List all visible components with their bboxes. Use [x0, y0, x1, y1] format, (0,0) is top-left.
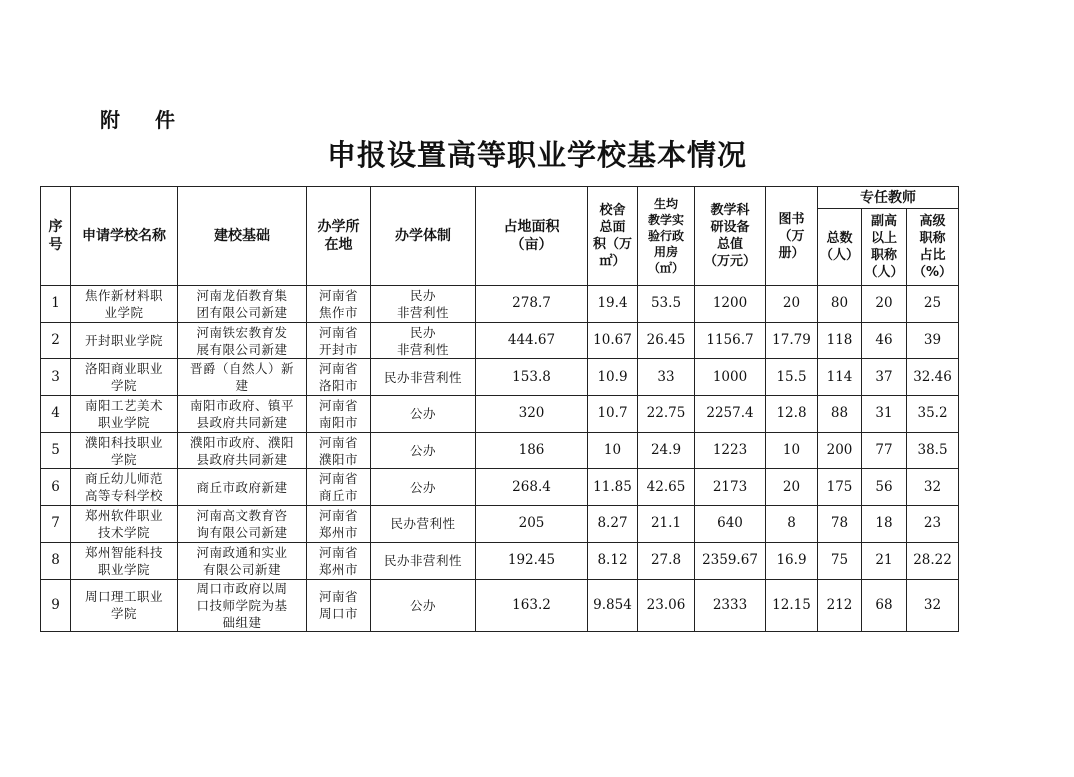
cell-location: 河南省 洛阳市 — [307, 359, 371, 396]
header-location: 办学所 在地 — [307, 187, 371, 286]
header-row-top — [41, 187, 959, 209]
header-land: 占地面积 （亩） — [476, 187, 588, 286]
cell-basis: 南阳市政府、镇平 县政府共同新建 — [178, 396, 307, 433]
cell-lab: 33 — [638, 359, 695, 396]
cell-land: 268.4 — [476, 469, 588, 506]
cell-teachers-senior: 20 — [862, 286, 907, 323]
cell-system: 民办非营利性 — [371, 542, 476, 579]
cell-basis: 河南政通和实业 有限公司新建 — [178, 542, 307, 579]
cell-school: 濮阳科技职业 学院 — [71, 432, 178, 469]
cell-building: 10.67 — [588, 322, 638, 359]
cell-books: 10 — [766, 432, 818, 469]
cell-location: 河南省 开封市 — [307, 322, 371, 359]
cell-teachers-total: 88 — [818, 396, 862, 433]
cell-basis: 河南龙佰教育集 团有限公司新建 — [178, 286, 307, 323]
cell-index: 1 — [41, 286, 71, 323]
cell-teachers-total: 80 — [818, 286, 862, 323]
cell-books: 17.79 — [766, 322, 818, 359]
cell-books: 12.8 — [766, 396, 818, 433]
cell-teachers-ratio: 35.2 — [907, 396, 959, 433]
header-index: 序 号 — [41, 187, 71, 286]
cell-teachers-ratio: 25 — [907, 286, 959, 323]
cell-teachers-total: 175 — [818, 469, 862, 506]
cell-teachers-ratio: 39 — [907, 322, 959, 359]
cell-books: 20 — [766, 286, 818, 323]
header-system: 办学体制 — [371, 187, 476, 286]
cell-school: 郑州智能科技 职业学院 — [71, 542, 178, 579]
header-teachers-total: 总数 （人） — [818, 209, 862, 286]
cell-location: 河南省 周口市 — [307, 579, 371, 631]
cell-equipment: 1000 — [695, 359, 766, 396]
schools-table — [40, 186, 959, 632]
table-row — [41, 469, 959, 506]
cell-building: 10.7 — [588, 396, 638, 433]
header-basis: 建校基础 — [178, 187, 307, 286]
cell-building: 8.12 — [588, 542, 638, 579]
cell-lab: 26.45 — [638, 322, 695, 359]
cell-teachers-total: 114 — [818, 359, 862, 396]
cell-teachers-senior: 56 — [862, 469, 907, 506]
cell-index: 7 — [41, 506, 71, 543]
cell-land: 205 — [476, 506, 588, 543]
cell-land: 320 — [476, 396, 588, 433]
cell-system: 民办营利性 — [371, 506, 476, 543]
cell-teachers-senior: 18 — [862, 506, 907, 543]
cell-equipment: 640 — [695, 506, 766, 543]
cell-building: 19.4 — [588, 286, 638, 323]
cell-land: 444.67 — [476, 322, 588, 359]
cell-location: 河南省 焦作市 — [307, 286, 371, 323]
attachment-label: 附 件 — [100, 108, 189, 132]
cell-teachers-ratio: 32.46 — [907, 359, 959, 396]
cell-lab: 27.8 — [638, 542, 695, 579]
cell-teachers-total: 212 — [818, 579, 862, 631]
cell-land: 186 — [476, 432, 588, 469]
cell-equipment: 2359.67 — [695, 542, 766, 579]
cell-system: 公办 — [371, 432, 476, 469]
table-row — [41, 432, 959, 469]
cell-system: 民办非营利性 — [371, 359, 476, 396]
cell-building: 9.854 — [588, 579, 638, 631]
cell-school: 周口理工职业 学院 — [71, 579, 178, 631]
table-row — [41, 396, 959, 433]
cell-land: 192.45 — [476, 542, 588, 579]
cell-land: 163.2 — [476, 579, 588, 631]
cell-teachers-senior: 31 — [862, 396, 907, 433]
document-title: 申报设置高等职业学校基本情况 — [326, 138, 747, 172]
cell-land: 278.7 — [476, 286, 588, 323]
cell-basis: 河南高文教育咨 询有限公司新建 — [178, 506, 307, 543]
cell-system: 民办 非营利性 — [371, 286, 476, 323]
table-row — [41, 506, 959, 543]
cell-lab: 23.06 — [638, 579, 695, 631]
table-row — [41, 579, 959, 631]
table-body — [41, 286, 959, 632]
cell-equipment: 2333 — [695, 579, 766, 631]
cell-teachers-ratio: 38.5 — [907, 432, 959, 469]
cell-teachers-total: 75 — [818, 542, 862, 579]
cell-books: 16.9 — [766, 542, 818, 579]
cell-school: 郑州软件职业 技术学院 — [71, 506, 178, 543]
cell-school: 焦作新材料职 业学院 — [71, 286, 178, 323]
cell-books: 15.5 — [766, 359, 818, 396]
cell-school: 洛阳商业职业 学院 — [71, 359, 178, 396]
header-lab: 生均 教学实 验行政 用房 （㎡） — [638, 187, 695, 286]
cell-system: 公办 — [371, 579, 476, 631]
cell-equipment: 1200 — [695, 286, 766, 323]
cell-teachers-senior: 68 — [862, 579, 907, 631]
cell-location: 河南省 南阳市 — [307, 396, 371, 433]
table-row — [41, 286, 959, 323]
cell-system: 民办 非营利性 — [371, 322, 476, 359]
cell-equipment: 2257.4 — [695, 396, 766, 433]
cell-equipment: 2173 — [695, 469, 766, 506]
cell-teachers-ratio: 23 — [907, 506, 959, 543]
cell-system: 公办 — [371, 396, 476, 433]
cell-system: 公办 — [371, 469, 476, 506]
cell-lab: 24.9 — [638, 432, 695, 469]
cell-index: 5 — [41, 432, 71, 469]
cell-location: 河南省 郑州市 — [307, 506, 371, 543]
cell-basis: 濮阳市政府、濮阳 县政府共同新建 — [178, 432, 307, 469]
cell-books: 12.15 — [766, 579, 818, 631]
header-equipment: 教学科 研设备 总值 （万元） — [695, 187, 766, 286]
cell-building: 10 — [588, 432, 638, 469]
cell-teachers-senior: 37 — [862, 359, 907, 396]
cell-basis: 商丘市政府新建 — [178, 469, 307, 506]
cell-teachers-ratio: 32 — [907, 579, 959, 631]
cell-lab: 22.75 — [638, 396, 695, 433]
cell-index: 4 — [41, 396, 71, 433]
cell-books: 8 — [766, 506, 818, 543]
cell-index: 6 — [41, 469, 71, 506]
header-teachers-group: 专任教师 — [818, 187, 959, 209]
table-row — [41, 542, 959, 579]
cell-location: 河南省 商丘市 — [307, 469, 371, 506]
cell-lab: 42.65 — [638, 469, 695, 506]
cell-basis: 河南铁宏教育发 展有限公司新建 — [178, 322, 307, 359]
cell-index: 3 — [41, 359, 71, 396]
cell-teachers-total: 78 — [818, 506, 862, 543]
table-row — [41, 322, 959, 359]
cell-lab: 53.5 — [638, 286, 695, 323]
cell-school: 开封职业学院 — [71, 322, 178, 359]
table-row — [41, 359, 959, 396]
header-teachers-senior: 副高 以上 职称 （人） — [862, 209, 907, 286]
cell-lab: 21.1 — [638, 506, 695, 543]
cell-teachers-ratio: 28.22 — [907, 542, 959, 579]
cell-basis: 晋爵（自然人）新 建 — [178, 359, 307, 396]
cell-equipment: 1156.7 — [695, 322, 766, 359]
cell-index: 9 — [41, 579, 71, 631]
cell-books: 20 — [766, 469, 818, 506]
cell-index: 8 — [41, 542, 71, 579]
cell-index: 2 — [41, 322, 71, 359]
header-building: 校舍 总面 积（万 ㎡） — [588, 187, 638, 286]
cell-location: 河南省 濮阳市 — [307, 432, 371, 469]
cell-teachers-total: 200 — [818, 432, 862, 469]
cell-school: 南阳工艺美术 职业学院 — [71, 396, 178, 433]
cell-land: 153.8 — [476, 359, 588, 396]
cell-teachers-senior: 77 — [862, 432, 907, 469]
cell-teachers-ratio: 32 — [907, 469, 959, 506]
header-books: 图书 （万 册） — [766, 187, 818, 286]
cell-teachers-senior: 21 — [862, 542, 907, 579]
header-school: 申请学校名称 — [71, 187, 178, 286]
cell-teachers-total: 118 — [818, 322, 862, 359]
cell-building: 8.27 — [588, 506, 638, 543]
cell-school: 商丘幼儿师范 高等专科学校 — [71, 469, 178, 506]
cell-location: 河南省 郑州市 — [307, 542, 371, 579]
header-teachers-ratio: 高级 职称 占比 （%） — [907, 209, 959, 286]
cell-basis: 周口市政府以周 口技师学院为基 础组建 — [178, 579, 307, 631]
cell-equipment: 1223 — [695, 432, 766, 469]
cell-teachers-senior: 46 — [862, 322, 907, 359]
cell-building: 11.85 — [588, 469, 638, 506]
cell-building: 10.9 — [588, 359, 638, 396]
